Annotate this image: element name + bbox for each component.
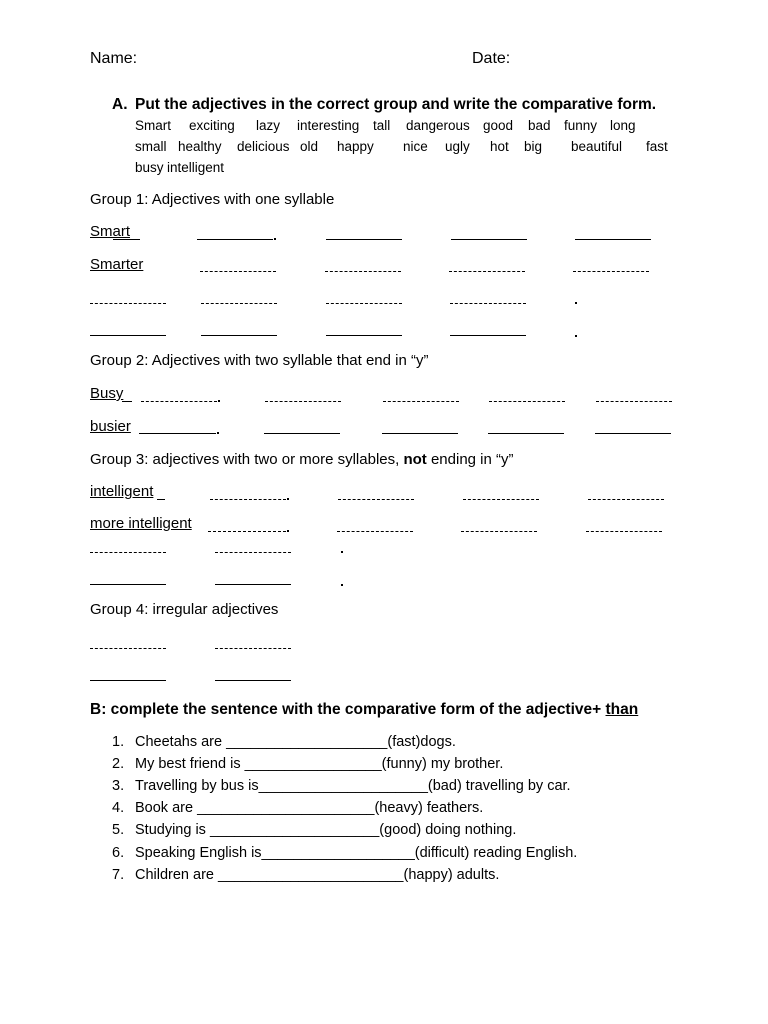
group3-heading-emphasis: not [403, 451, 427, 468]
answer-line[interactable] [210, 499, 286, 500]
name-label: Name: [90, 50, 138, 67]
section-a-marker: A. [112, 96, 128, 113]
word: long [610, 118, 636, 133]
answer-line[interactable] [215, 584, 291, 585]
answer-line[interactable] [337, 531, 413, 532]
answer-line[interactable] [208, 531, 286, 532]
dot-mark [575, 335, 577, 337]
sentence-number: 3. [112, 778, 125, 794]
answer-line[interactable] [215, 552, 291, 553]
answer-line[interactable] [90, 335, 166, 336]
sentence-text: My best friend is _________________(funny) my brother. [135, 756, 504, 772]
answer-line[interactable] [90, 680, 166, 681]
answer-line[interactable] [382, 433, 458, 434]
word: small [135, 139, 167, 154]
word: lazy [256, 118, 281, 133]
answer-line[interactable] [264, 433, 340, 434]
sentence-item [112, 800, 483, 816]
dot-mark [274, 238, 276, 240]
dot-mark [217, 432, 219, 434]
group2-example-answer: busier [90, 418, 131, 435]
answer-line[interactable] [325, 271, 401, 272]
word: delicious [237, 139, 290, 154]
answer-line[interactable] [326, 335, 402, 336]
sentence-item [112, 845, 577, 861]
answer-line[interactable] [197, 239, 273, 240]
group1-heading: Group 1: Adjectives with one syllable [90, 191, 335, 208]
answer-line[interactable] [141, 401, 217, 402]
answer-line[interactable] [489, 401, 565, 402]
word: beautiful [571, 139, 623, 154]
word: nice [403, 139, 428, 154]
word-bank-line-1 [0, 118, 768, 136]
group4-heading: Group 4: irregular adjectives [90, 601, 279, 618]
answer-line[interactable] [449, 271, 525, 272]
word: happy [337, 139, 374, 154]
word: exciting [189, 118, 235, 133]
sentence-number: 6. [112, 845, 125, 861]
answer-line[interactable] [215, 680, 291, 681]
answer-line[interactable] [488, 433, 564, 434]
group3-heading-text: Group 3: adjectives with two or more syllables, [90, 451, 404, 468]
answer-line[interactable] [461, 531, 537, 532]
sentence-item [112, 867, 499, 883]
group1-example: Smart [90, 223, 131, 240]
group1-example-answer: Smarter [90, 256, 144, 273]
answer-line[interactable] [588, 499, 664, 500]
answer-line[interactable] [450, 303, 526, 304]
word: intelligent [167, 160, 225, 175]
sentence-number: 1. [112, 734, 125, 750]
answer-line[interactable] [90, 303, 166, 304]
word: old [300, 139, 319, 154]
answer-line[interactable] [586, 531, 662, 532]
word: bad [528, 118, 551, 133]
answer-line[interactable] [201, 335, 277, 336]
answer-line[interactable] [338, 499, 414, 500]
word-bank-line-2 [0, 139, 768, 157]
answer-line[interactable] [90, 648, 166, 649]
word: fast [646, 139, 668, 154]
sentence-number: 4. [112, 800, 125, 816]
group3-example-answer: more intelligent [90, 515, 192, 532]
dot-mark [287, 530, 289, 532]
answer-line[interactable] [200, 271, 276, 272]
answer-line[interactable] [201, 303, 277, 304]
sentence-item [112, 756, 503, 772]
answer-line[interactable] [463, 499, 539, 500]
answer-line[interactable] [383, 401, 459, 402]
sentence-number: 2. [112, 756, 125, 772]
word: Smart [135, 118, 172, 133]
word: tall [373, 118, 391, 133]
section-b-title [90, 701, 638, 719]
word: hot [490, 139, 509, 154]
answer-line[interactable] [122, 401, 132, 402]
word: dangerous [406, 118, 470, 133]
answer-line[interactable] [573, 271, 649, 272]
sentence-text: Cheetahs are ____________________(fast)dogs. [135, 734, 456, 750]
word: funny [564, 118, 598, 133]
answer-line[interactable] [575, 239, 651, 240]
word: big [524, 139, 543, 154]
word-bank-line-3 [0, 160, 768, 178]
answer-line[interactable] [90, 552, 166, 553]
answer-line[interactable] [326, 303, 402, 304]
section-b-title-text: B: complete the sentence with the comparative form of the adjective+ [90, 701, 606, 718]
group2-heading: Group 2: Adjectives with two syllable that end in “y” [90, 352, 429, 369]
answer-line[interactable] [215, 648, 291, 649]
section-b-title-keyword: than [605, 701, 639, 718]
answer-line[interactable] [326, 239, 402, 240]
dot-mark [575, 302, 577, 304]
group3-heading [90, 451, 514, 468]
dot-mark [341, 584, 343, 586]
sentence-item [112, 822, 516, 838]
answer-line[interactable] [596, 401, 672, 402]
sentence-number: 7. [112, 867, 125, 883]
sentence-text: Children are _______________________(happy) adults. [135, 867, 500, 883]
sentence-text: Speaking English is___________________(difficult) reading English. [135, 845, 578, 861]
word: healthy [178, 139, 222, 154]
dot-mark [287, 498, 289, 500]
group2-example: Busy [90, 385, 124, 402]
answer-line[interactable] [139, 433, 216, 434]
word: busy [135, 160, 164, 175]
dot-mark [341, 551, 343, 553]
sentence-text: Book are ______________________(heavy) feathers. [135, 800, 484, 816]
sentence-text: Studying is _____________________(good) doing nothing. [135, 822, 517, 838]
answer-line[interactable] [451, 239, 527, 240]
date-label: Date: [472, 50, 511, 67]
dot-mark [218, 400, 220, 402]
sentence-number: 5. [112, 822, 125, 838]
sentence-item [112, 734, 456, 750]
answer-line[interactable] [595, 433, 671, 434]
word: interesting [297, 118, 360, 133]
answer-line[interactable] [90, 584, 166, 585]
group3-example: intelligent [90, 483, 154, 500]
word: ugly [445, 139, 470, 154]
sentence-text: Travelling by bus is_____________________(bad) travelling by car. [135, 778, 571, 794]
answer-line[interactable] [157, 499, 165, 500]
group3-heading-text-end: ending in “y” [426, 451, 514, 468]
answer-line[interactable] [450, 335, 526, 336]
section-a-title: Put the adjectives in the correct group and write the comparative form. [135, 96, 657, 113]
answer-line[interactable] [113, 239, 140, 240]
word: good [483, 118, 514, 133]
answer-line[interactable] [265, 401, 341, 402]
sentence-item [112, 778, 571, 794]
